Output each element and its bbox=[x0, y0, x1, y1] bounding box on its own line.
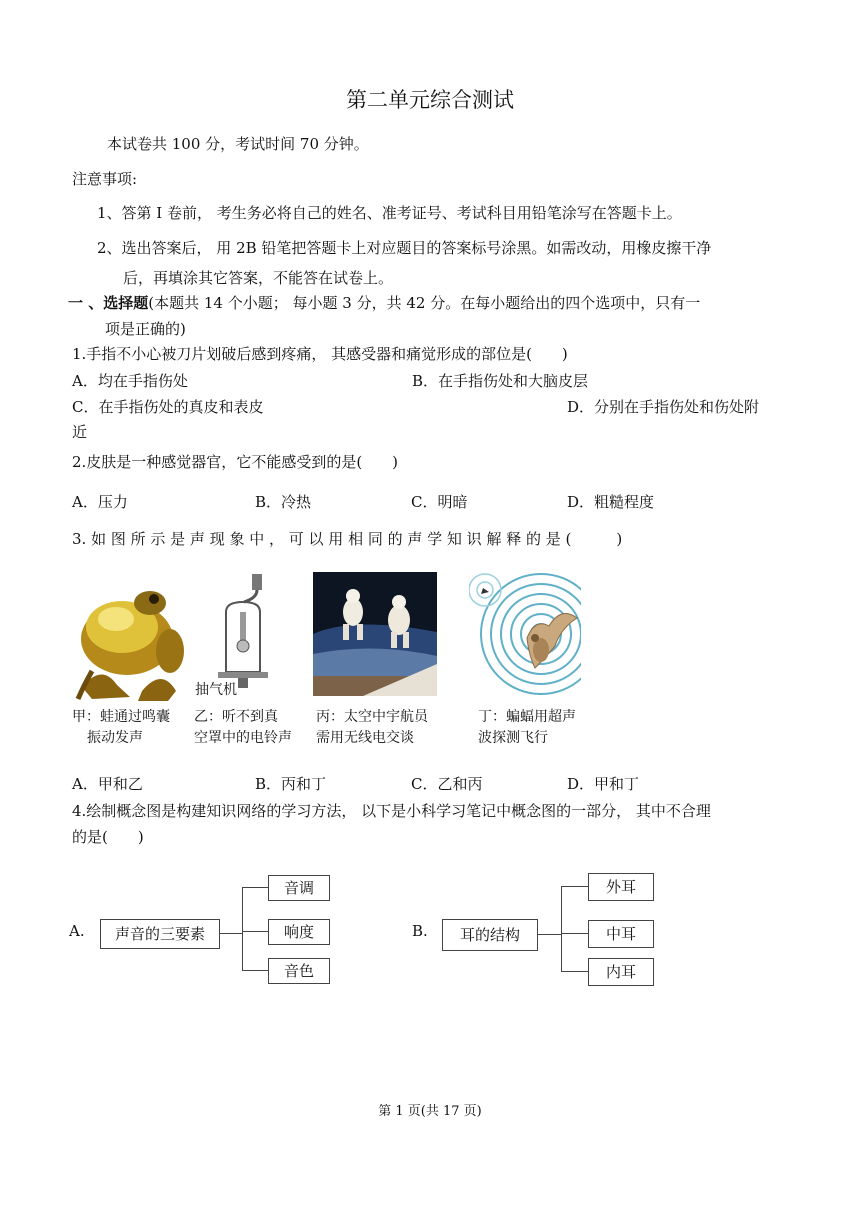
concept-map-a-connector bbox=[219, 933, 242, 934]
pump-label: 抽气机 bbox=[195, 682, 237, 698]
concept-map-b-child-2: 中耳 bbox=[588, 920, 654, 948]
q1-option-d: D．分别在手指伤处和伤处附 bbox=[567, 398, 760, 416]
page-title: 第二单元综合测试 bbox=[346, 88, 514, 112]
concept-map-b-branch-2 bbox=[561, 933, 588, 934]
q4-stem-line2: 的是( ) bbox=[72, 828, 144, 846]
concept-map-a-branch-3 bbox=[242, 970, 268, 971]
q1-stem: 1.手指不小心被刀片划破后感到疼痛， 其感受器和痛觉形成的部位是( ) bbox=[72, 345, 568, 363]
q2-option-a: A．压力 bbox=[72, 493, 128, 511]
q2-stem: 2.皮肤是一种感觉器官，它不能感受到的是( ) bbox=[72, 453, 399, 471]
q4-stem-line1: 4.绘制概念图是构建知识网络的学习方法， 以下是小科学习笔记中概念图的一部分， 其中不合理 bbox=[72, 802, 711, 820]
q2-option-c: C．明暗 bbox=[411, 493, 468, 511]
notice-item-2-line1: 2、选出答案后， 用 2B 铅笔把答题卡上对应题目的答案标号涂黑。如需改动，用橡皮擦干净 bbox=[97, 239, 712, 257]
q3-option-c: C．乙和丙 bbox=[411, 775, 483, 793]
bell-jar-illustration bbox=[214, 572, 272, 692]
q1-option-b: B．在手指伤处和大脑皮层 bbox=[412, 372, 589, 390]
concept-map-b-root: 耳的结构 bbox=[442, 919, 538, 951]
q2-option-b: B．冷热 bbox=[255, 493, 312, 511]
concept-map-b-branch-1 bbox=[561, 886, 588, 887]
notice-item-1: 1、答第 I 卷前， 考生务必将自己的姓名、准考证号、考试科目用铅笔涂写在答题卡上。 bbox=[97, 204, 682, 222]
concept-map-a-child-1: 音调 bbox=[268, 875, 330, 901]
q2-option-d: D．粗糙程度 bbox=[567, 493, 655, 511]
caption-bing-line1: 丙：太空中宇航员 bbox=[316, 709, 428, 725]
concept-map-a-child-2: 响度 bbox=[268, 919, 330, 945]
q3-option-d: D．甲和丁 bbox=[567, 775, 640, 793]
caption-jia-line2: 振动发声 bbox=[87, 730, 143, 746]
concept-map-b-child-3: 内耳 bbox=[588, 958, 654, 986]
section-description-line2: 项是正确的) bbox=[105, 320, 186, 338]
exam-intro: 本试卷共 100 分，考试时间 70 分钟。 bbox=[107, 135, 369, 153]
concept-map-b-branch-3 bbox=[561, 971, 588, 972]
concept-map-a-bracket bbox=[242, 887, 243, 971]
concept-map-a-child-3: 音色 bbox=[268, 958, 330, 984]
concept-map-b-connector bbox=[537, 934, 561, 935]
caption-ding-line1: 丁：蝙蝠用超声 bbox=[478, 709, 576, 725]
q3-option-a: A．甲和乙 bbox=[72, 775, 143, 793]
caption-jia-line1: 甲：蛙通过鸣囊 bbox=[72, 709, 170, 725]
concept-map-a-branch-1 bbox=[242, 887, 268, 888]
concept-map-b-bracket bbox=[561, 886, 562, 972]
caption-yi-line2: 空罩中的电铃声 bbox=[194, 730, 292, 746]
concept-map-a-branch-2 bbox=[242, 931, 268, 932]
q4-option-b-label: B. bbox=[412, 922, 428, 940]
q4-option-a-label: A. bbox=[69, 922, 85, 940]
frog-illustration bbox=[72, 567, 190, 705]
notice-item-2-line2: 后，再填涂其它答案，不能答在试卷上。 bbox=[123, 269, 394, 287]
section-description: (本题共 14 个小题； 每小题 3 分，共 42 分。在每小题给出的四个选项中，只有一 bbox=[148, 294, 701, 312]
bat-ultrasound-illustration bbox=[469, 572, 581, 696]
caption-bing-line2: 需用无线电交谈 bbox=[316, 730, 414, 746]
q3-stem: 3. 如 图 所 示 是 声 现 象 中 ， 可 以 用 相 同 的 声 学 知 识 解 释 的 是 ( ) bbox=[72, 530, 623, 548]
concept-map-b-child-1: 外耳 bbox=[588, 873, 654, 901]
caption-yi-line1: 乙：听不到真 bbox=[194, 709, 278, 725]
q1-option-c: C．在手指伤处的真皮和表皮 bbox=[72, 398, 264, 416]
astronauts-illustration bbox=[313, 572, 437, 696]
page-footer: 第 1 页(共 17 页) bbox=[378, 1104, 482, 1119]
q1-option-a: A．均在手指伤处 bbox=[72, 372, 188, 390]
concept-map-a-root: 声音的三要素 bbox=[100, 919, 220, 949]
section-name: 选择题 bbox=[103, 294, 149, 312]
section-heading bbox=[68, 292, 700, 314]
caption-ding-line2: 波探测飞行 bbox=[478, 730, 548, 746]
q3-option-b: B．丙和丁 bbox=[255, 775, 327, 793]
q1-option-d-wrap: 近 bbox=[72, 423, 88, 441]
notice-heading: 注意事项: bbox=[72, 170, 138, 188]
section-number: 一 、 bbox=[68, 294, 104, 312]
